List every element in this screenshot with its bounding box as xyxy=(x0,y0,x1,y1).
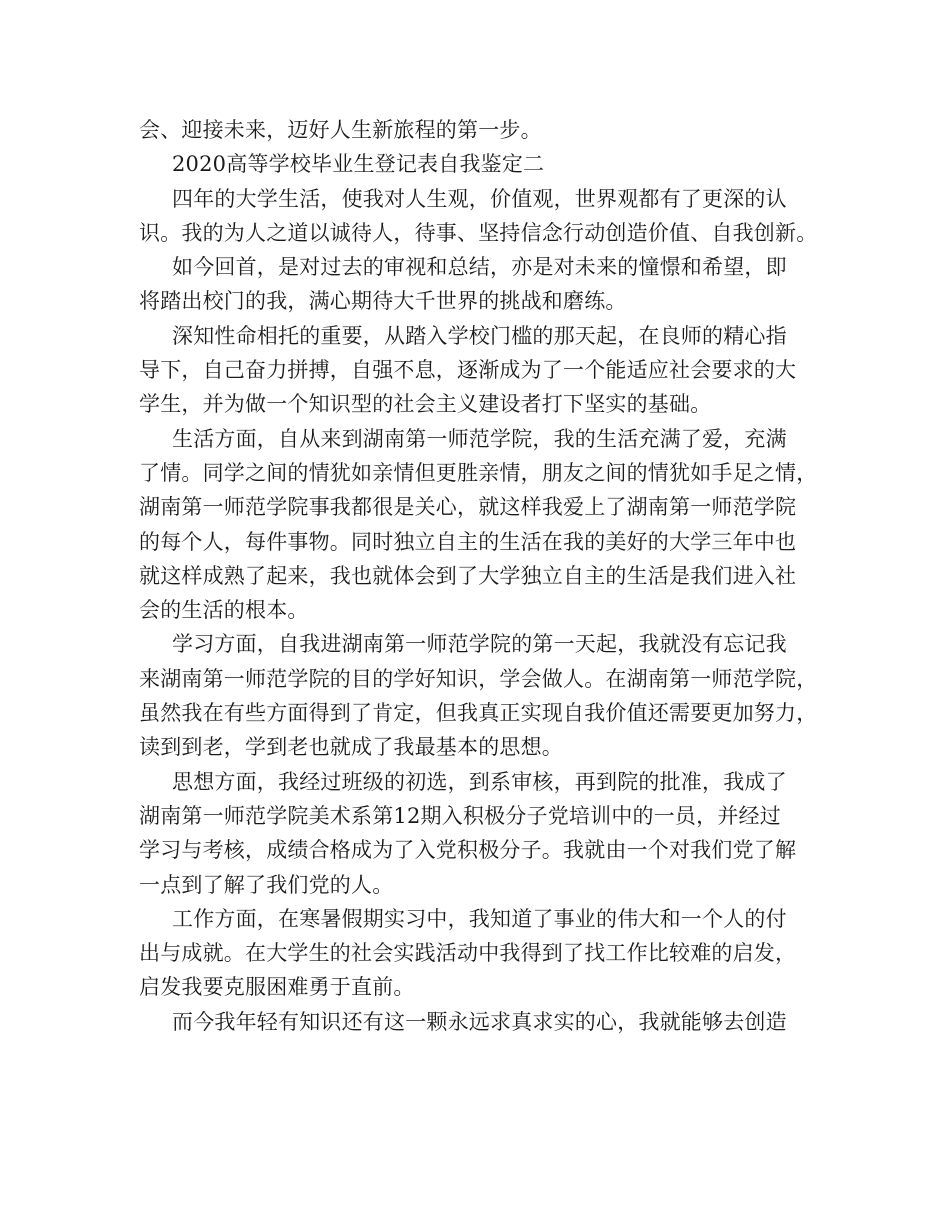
text-line: 四年的大学生活，使我对人生观，价值观，世界观都有了更深的认 xyxy=(172,186,787,211)
text-line: 读到到老，学到老也就成了我最基本的思想。 xyxy=(139,735,563,760)
text-line: 一点到了解了我们党的人。 xyxy=(139,872,394,897)
text-line: 将踏出校门的我，满心期待大千世界的挑战和磨练。 xyxy=(139,289,627,314)
text-line: 了情。同学之间的情犹如亲情但更胜亲情，朋友之间的情犹如手足之情， xyxy=(139,460,818,485)
document-body xyxy=(139,113,829,1039)
text-line: 而今我年轻有知识还有这一颗永远求真求实的心，我就能够去创造 xyxy=(172,1009,787,1034)
text-line: 工作方面，在寒暑假期实习中，我知道了事业的伟大和一个人的付 xyxy=(172,906,787,931)
text-line: 启发我要克服困难勇于直前。 xyxy=(139,975,415,1000)
text-line: 湖南第一师范学院事我都很是关心，就这样我爱上了湖南第一师范学院 xyxy=(139,495,797,520)
text-line: 会的生活的根本。 xyxy=(139,598,309,623)
text-line: 导下，自己奋力拼搏，自强不息，逐渐成为了一个能适应社会要求的大 xyxy=(139,358,797,383)
text-line: 来湖南第一师范学院的目的学好知识，学会做人。在湖南第一师范学院， xyxy=(139,666,818,691)
text-line: 深知性命相托的重要，从踏入学校门槛的那天起，在良师的精心指 xyxy=(172,323,787,348)
text-line: 2020高等学校毕业生登记表自我鉴定二 xyxy=(172,152,545,177)
text-line: 就这样成熟了起来，我也就体会到了大学独立自主的生活是我们进入社 xyxy=(139,563,797,588)
text-line: 识。我的为人之道以诚待人，待事、坚持信念行动创造价值、自我创新。 xyxy=(139,220,818,245)
text-line: 如今回首，是对过去的审视和总结，亦是对未来的憧憬和希望，即 xyxy=(172,255,787,280)
text-line: 学习与考核，成绩合格成为了入党积极分子。我就由一个对我们党了解 xyxy=(139,838,797,863)
text-line: 湖南第一师范学院美术系第12期入积极分子党培训中的一员，并经过 xyxy=(139,803,781,828)
text-line: 的每个人，每件事物。同时独立自主的生活在我的美好的大学三年中也 xyxy=(139,529,797,554)
text-line: 虽然我在有些方面得到了肯定，但我真正实现自我价值还需要更加努力， xyxy=(139,701,818,726)
text-line: 会、迎接未来，迈好人生新旅程的第一步。 xyxy=(139,118,542,142)
text-line: 思想方面，我经过班级的初选，到系审核，再到院的批准，我成了 xyxy=(172,769,787,794)
text-line: 学生，并为做一个知识型的社会主义建设者打下坚实的基础。 xyxy=(139,392,712,417)
text-line: 学习方面，自我进湖南第一师范学院的第一天起，我就没有忘记我 xyxy=(172,632,787,657)
text-line: 出与成就。在大学生的社会实践活动中我得到了找工作比较难的启发， xyxy=(139,941,797,966)
text-line: 生活方面，自从来到湖南第一师范学院，我的生活充满了爱，充满 xyxy=(172,426,787,451)
